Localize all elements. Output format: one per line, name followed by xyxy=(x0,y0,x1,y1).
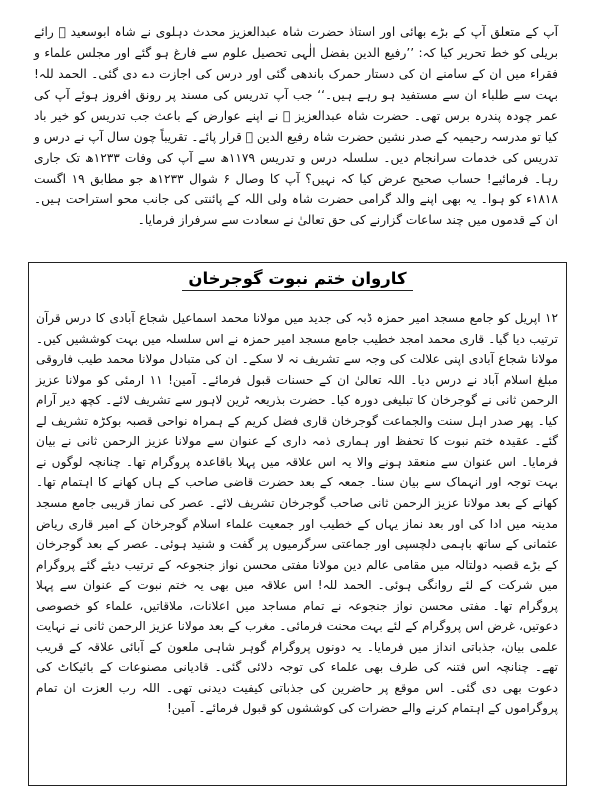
intro-paragraph: آپ کے متعلق آپ کے بڑے بھائی اور استاذ حضرت شاہ عبدالعزیز محدث دہلوی نے شاہ ابوسعید ﷫ رائے بریلی کو خط تحریر کیا کہ: ’’رفیع الدین بفضل الٰہی تحصیل علوم سے فارغ ہو گئے اور مجلس علماء و فقراء میں ان کے سامنے ان کی دستار حمرک باندھی گئی اور درس کی اجازت دے دی گئی۔ الحمد للہ! بہت سے طلباء ان سے مستفید ہو رہے ہیں۔‘‘ جب آپ تدریس کی مسند پر رونق افروز ہوئے آپ کی عمر چودہ پندرہ برس تھی۔ حضرت شاہ عبدالعزیز ﷫ نے اپنے عوارض کے باعث جب تدریس کو خیر باد کیا تو مدرسہ رحیمیہ کے صدر نشین حضرت شاہ رفیع الدین ﷫ قرار پائے۔ تقریباً چون سال آپ نے درس و تدریس کی خدمات سرانجام دیں۔ سلسلہ درس و تدریس ۱۱۷۹ھ سے آپ کی وفات ۱۲۳۳ھ تک جاری رہا۔ فرمائیے! حساب صحیح عرض کیا کہ نہیں؟ آپ کا وصال ۶ شوال ۱۲۳۳ھ جو مطابق ۱۹ اگست ۱۸۱۸ء کو ہوا۔ یہ بھی اپنے والد گرامی حضرت شاہ ولی اللہ کے پائنتی کی جانب محو استراحت ہیں۔ ان کے قدموں میں چند ساعات گزارنے کی حق تعالیٰ نے سعادت سے سرفراز فرمایا۔ xyxy=(34,25,559,228)
news-box-body: ۱۲ اپریل کو جامع مسجد امیر حمزہ ڈبہ کی جدید میں مولانا محمد اسماعیل شجاع آبادی کا درس قرآن ترتیب دیا گیا۔ قاری محمد امجد خطیب جامع مسجد امیر حمزہ نے اس سلسلہ میں بہت کوششیں کیں۔ مولانا شجاع آبادی اپنی علالت کی وجہ سے تشریف نہ لا سکے۔ ان کی متبادل مولانا محمد طیب فاروقی مبلغ اسلام آباد نے درس دیا۔ اللہ تعالیٰ ان کے حسنات قبول فرمائے۔ آمین! ۱۱ ارمئی کو مولانا عزیز الرحمن ثانی نے گوجرخان کا تبلیغی دورہ کیا۔ حضرت بذریعہ ٹرین لاہور سے تشریف لائے۔ کچھ دیر آرام کیا۔ پھر صدر اہل سنت والجماعت گوجرخان قاری فضل کریم کے ہمراہ نواحی قصبہ بوکڑہ تشریف لے گئے۔ عقیدہ ختم نبوت کا تحفظ اور ہماری ذمہ داری کے عنوان سے مولانا عزیز الرحمن ثانی نے بیان فرمایا۔ اس عنوان سے منعقد ہونے والا یہ اس علاقہ میں پہلا باقاعدہ پروگرام تھا۔ چنانچہ لوگوں نے بہت توجہ اور انہماک سے بیان سنا۔ جمعہ کے بعد حضرت قاضی صاحب کے ہاں کھانے کا اہتمام تھا۔ کھانے کے بعد مولانا عزیز الرحمن ثانی صاحب گوجرخان تشریف لائے۔ عصر کی نماز قریبی جامع مسجد مدینہ میں ادا کی اور بعد نماز یہاں کے خطیب اور جمعیت علماء اسلام گوجرخان کے امیر قاری ریاض عثمانی کے ساتھ باہمی دلچسپی اور جماعتی سرگرمیوں پر گفت و شنید ہوئی۔ عصر کے بعد گوجرخان کے بڑے قصبہ دولتالہ میں مقامی عالم دین مولانا مفتی محسن نواز جنجوعہ کے ترتیب دیئے گئے پروگرام میں شرکت کے لئے روانگی ہوئی۔ الحمد للہ! اس علاقہ میں بھی یہ ختم نبوت کے عنوان سے پہلا پروگرام تھا۔ مفتی محسن نواز جنجوعہ نے تمام مساجد میں اعلانات، ملاقاتیں، علماء کو خصوصی دعوتیں، غرض اس پروگرام کے لئے بہت محنت فرمائی۔ مغرب کے بعد مولانا عزیز الرحمن ثانی نے نہایت علمی بیان، جذباتی انداز میں فرمایا۔ یہ دونوں پروگرام گوہر شاہی ملعون کے آبائی علاقہ کے قریب تھے۔ چنانچہ اس فتنہ کی طرف بھی علماء کی توجہ دلائی گئی۔ قادیانی مصنوعات کے بائیکاٹ کی دعوت بھی دی گئی۔ اس موقع پر حاضرین کی جذباتی کیفیت دیدنی تھی۔ اللہ رب العزت ان تمام پروگراموں کے اہتمام کرنے والے حضرات کی کوششوں کو قبول فرمائے۔ آمین! xyxy=(36,311,558,716)
news-box-header xyxy=(29,263,566,296)
news-box-title: کاروان ختم نبوت گوجرخان xyxy=(182,269,412,291)
